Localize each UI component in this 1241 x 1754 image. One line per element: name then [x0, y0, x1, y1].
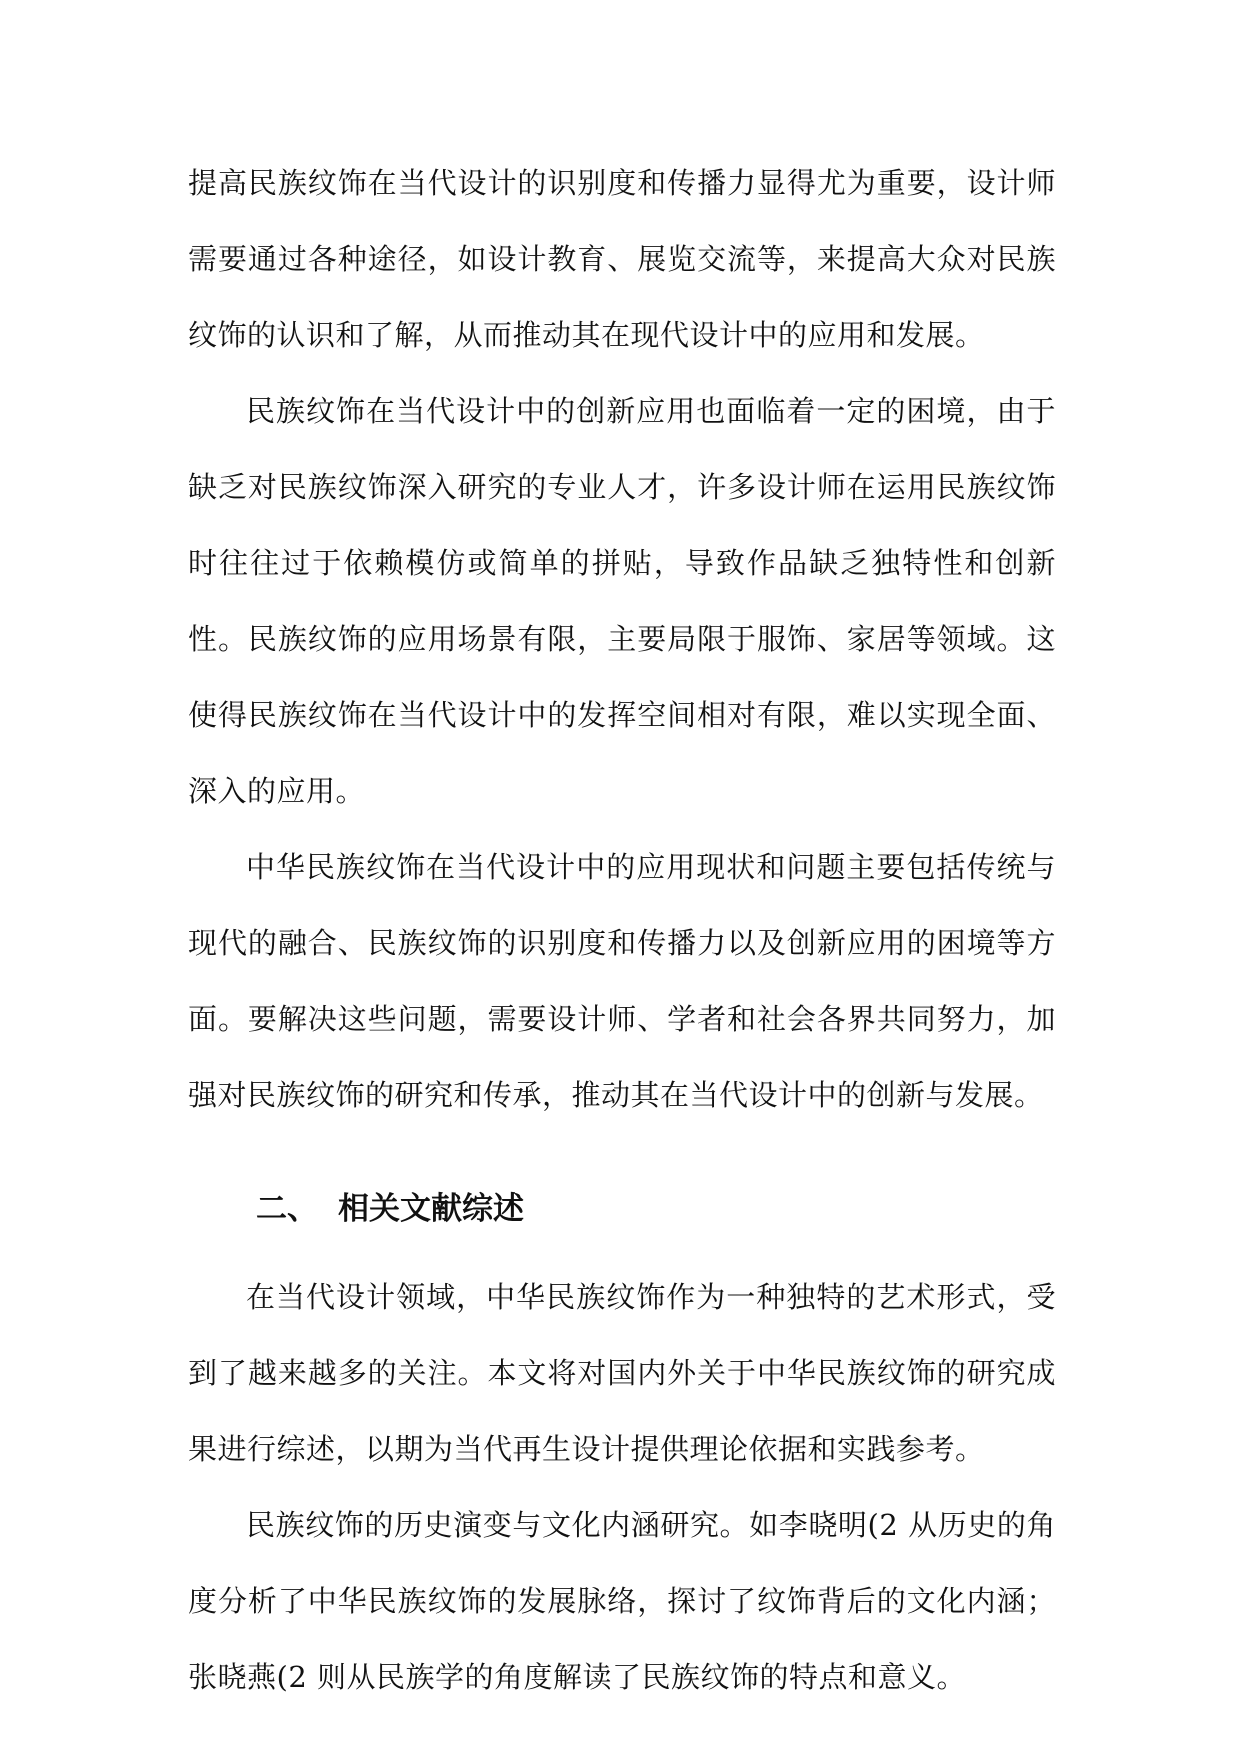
document-page [188, 145, 1056, 1715]
paragraph-continued: 提高民族纹饰在当代设计的识别度和传播力显得尤为重要，设计师需要通过各种途径，如设计教育、展览交流等，来提高大众对民族纹饰的认识和了解，从而推动其在现代设计中的应用和发展。 [188, 166, 1056, 352]
section-title: 相关文献综述 [338, 1191, 524, 1227]
paragraph: 民族纹饰的历史演变与文化内涵研究。如李晓明(2 从历史的角度分析了中华民族纹饰的发展脉络，探讨了纹饰背后的文化内涵；张晓燕(2 则从民族学的角度解读了民族纹饰的特点和意义。 [188, 1508, 1056, 1694]
paragraph: 中华民族纹饰在当代设计中的应用现状和问题主要包括传统与现代的融合、民族纹饰的识别度和传播力以及创新应用的困境等方面。要解决这些问题，需要设计师、学者和社会各界共同努力，加强对民族纹饰的研究和传承，推动其在当代设计中的创新与发展。 [188, 850, 1056, 1112]
section-heading [188, 1189, 1056, 1229]
section-number: 二、 [256, 1191, 318, 1227]
paragraph: 民族纹饰在当代设计中的创新应用也面临着一定的困境，由于缺乏对民族纹饰深入研究的专业人才，许多设计师在运用民族纹饰时往往过于依赖模仿或简单的拼贴，导致作品缺乏独特性和创新性。民族纹饰的应用场景有限，主要局限于服饰、家居等领域。这使得民族纹饰在当代设计中的发挥空间相对有限，难以实现全面、深入的应用。 [188, 394, 1056, 808]
paragraph: 在当代设计领域，中华民族纹饰作为一种独特的艺术形式，受到了越来越多的关注。本文将对国内外关于中华民族纹饰的研究成果进行综述，以期为当代再生设计提供理论依据和实践参考。 [188, 1280, 1056, 1466]
